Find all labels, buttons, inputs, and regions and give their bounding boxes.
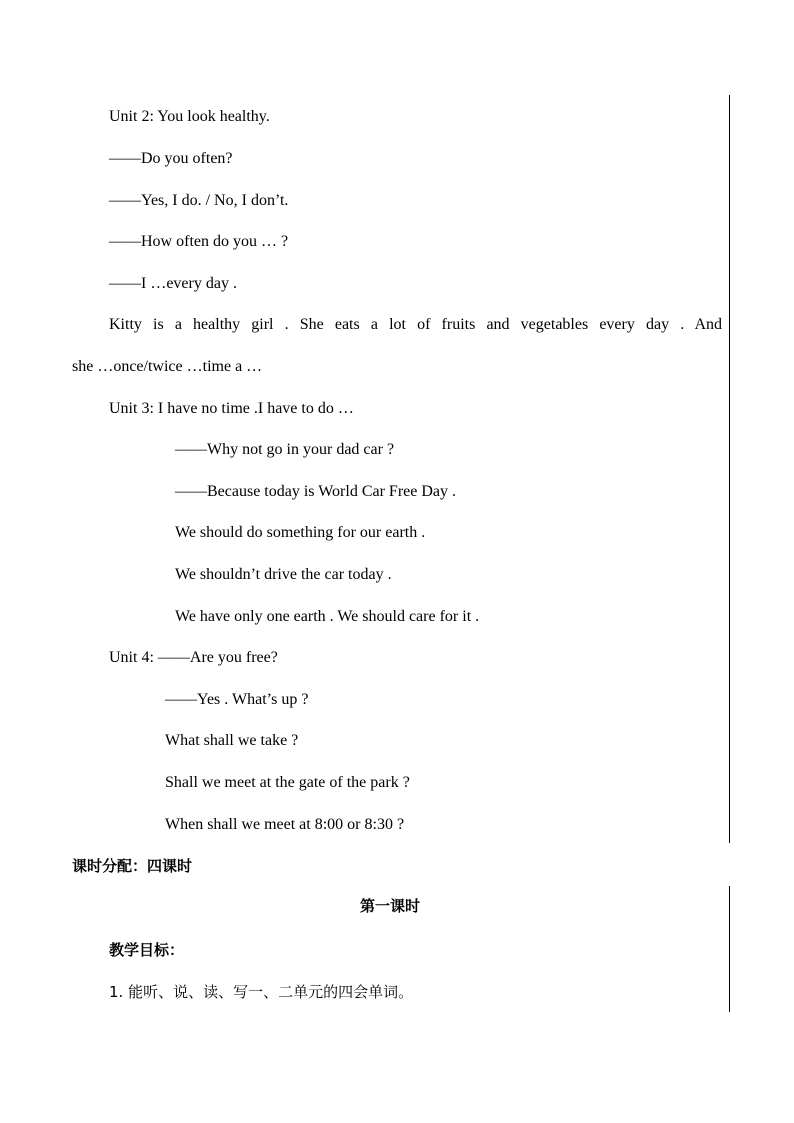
unit2-paragraph-line2: she …once/twice …time a … — [72, 358, 263, 375]
unit3-line: ——Because today is World Car Free Day . — [175, 483, 457, 500]
right-margin-rule-lower — [729, 886, 730, 1012]
objective-item: 1. 能听、说、读、写一、二单元的四会单词。 — [109, 983, 414, 1001]
unit4-line: What shall we take ? — [165, 732, 299, 749]
unit3-title: Unit 3: I have no time .I have to do … — [109, 400, 354, 417]
unit4-line: Shall we meet at the gate of the park ? — [165, 774, 410, 791]
unit3-line: We shouldn’t drive the car today . — [175, 566, 392, 583]
unit4-line: ——Yes . What’s up ? — [165, 691, 309, 708]
objectives-heading: 教学目标： — [109, 941, 185, 959]
lesson-heading: 第一课时 — [360, 897, 421, 915]
right-margin-rule-upper — [729, 95, 730, 843]
unit2-line: ——I …every day . — [109, 275, 237, 292]
unit3-line: ——Why not go in your dad car ? — [175, 441, 395, 458]
unit3-line: We should do something for our earth . — [175, 524, 426, 541]
unit2-line: ——Do you often? — [109, 150, 233, 167]
unit2-title: Unit 2: You look healthy. — [109, 108, 270, 125]
lesson-allocation: 课时分配：四课时 — [72, 857, 193, 875]
unit3-line: We have only one earth . We should care for it . — [175, 608, 480, 625]
unit2-line: ——Yes, I do. / No, I don’t. — [109, 192, 289, 209]
unit2-line: ——How often do you … ? — [109, 233, 289, 250]
unit2-paragraph-line1: Kitty is a healthy girl . She eats a lot of fruits and vegetables every day . And — [109, 316, 722, 333]
unit4-title: Unit 4: ——Are you free? — [109, 649, 278, 666]
unit4-line: When shall we meet at 8:00 or 8:30 ? — [165, 816, 405, 833]
